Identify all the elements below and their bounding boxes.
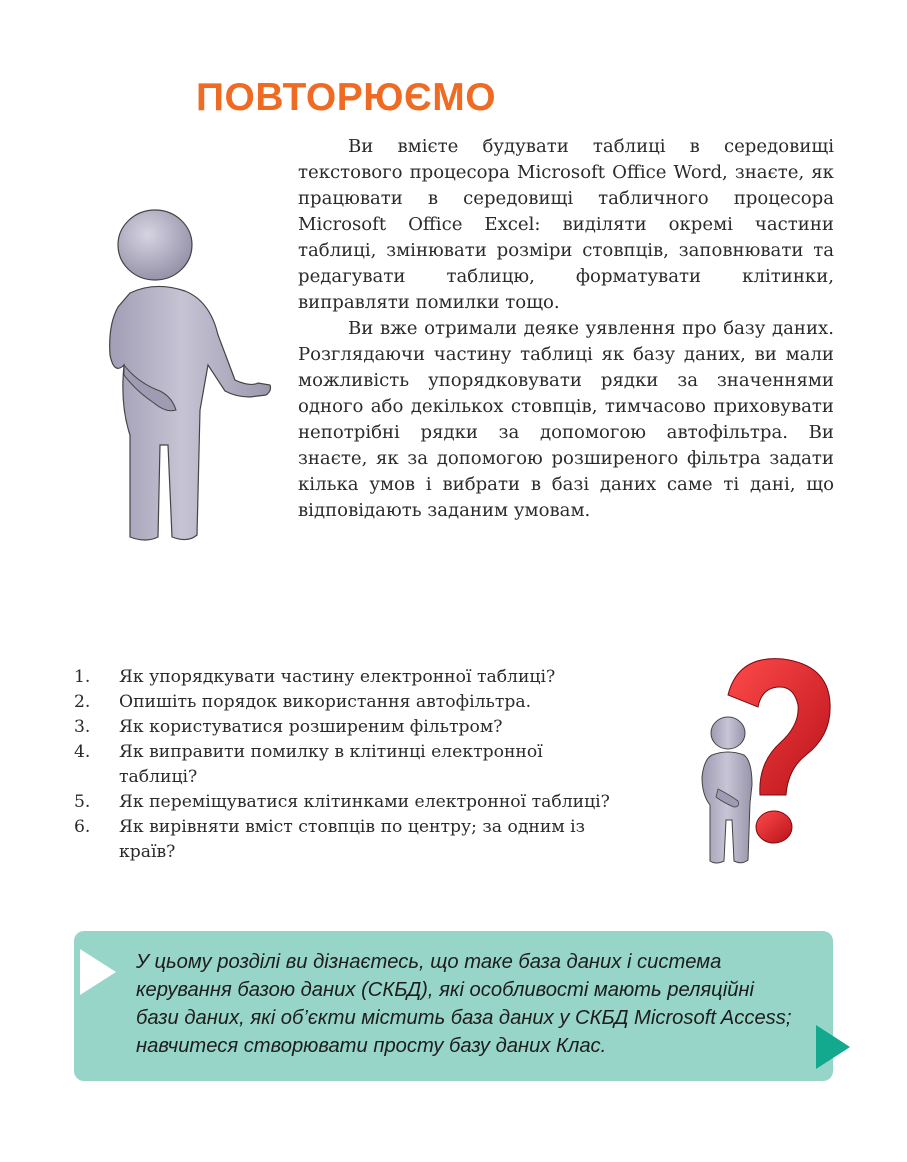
person-figure-illustration xyxy=(100,205,275,545)
question-mark-icon xyxy=(688,655,838,870)
list-item xyxy=(74,690,684,715)
question-number: 2. xyxy=(74,692,91,712)
questions-list xyxy=(74,665,684,865)
list-item xyxy=(74,790,684,815)
question-number: 6. xyxy=(74,817,91,837)
question-number: 4. xyxy=(74,742,91,762)
question-text: Як переміщуватися клітинками електронної таблиці? xyxy=(119,792,610,812)
section-info-box xyxy=(74,931,833,1081)
page-heading: ПОВТОРЮЄМО xyxy=(196,76,497,119)
intro-text xyxy=(298,134,834,524)
question-number: 5. xyxy=(74,792,91,812)
list-item xyxy=(74,740,684,790)
question-text: Як користуватися розширеним фільтром? xyxy=(119,717,503,737)
list-item xyxy=(74,665,684,690)
section-info-text: У цьому розділі ви дізнаєтесь, що таке база даних і система керування базою даних (СКБД), які особливості мають реляційні бази даних, які об’єкти містить база даних у СКБД Microsoft Access; навчитеся створювати просту базу даних Клас. xyxy=(136,951,792,1057)
question-text: Як упорядкувати частину електронної таблиці? xyxy=(119,667,556,687)
question-number: 1. xyxy=(74,667,91,687)
triangle-arrow-icon xyxy=(80,949,116,995)
question-text: Як виправити помилку в клітинці електронної таблиці? xyxy=(119,742,543,787)
intro-paragraph-1: Ви вмієте будувати таблиці в середовищі текстового процесора Microsoft Office Word, знаєте, як працювати в середовищі табличного процесора Microsoft Office Excel: виділяти окремі частини таблиці, змінювати розміри стовпців, заповнювати та редагувати таблицю, форматувати клітинки, виправляти помилки тощо. xyxy=(298,136,834,313)
question-text: Як вирівняти вміст стовпців по центру; за одним із країв? xyxy=(119,817,586,862)
next-arrow-icon xyxy=(816,1025,850,1069)
list-item xyxy=(74,715,684,740)
question-text: Опишіть порядок використання автофільтра. xyxy=(119,692,532,712)
intro-paragraph-2: Ви вже отримали деяке уявлення про базу даних. Розглядаючи частину таблиці як базу даних, ви мали можливість упорядковувати рядки за значеннями одного або декількох стовпців, тимчасово приховувати непотрібні рядки за допомогою автофільтра. Ви знаєте, як за допомогою розширеного фільтра задати кілька умов і вибрати в базі даних саме ті дані, що відповідають заданим умовам. xyxy=(298,318,834,521)
list-item xyxy=(74,815,684,865)
question-number: 3. xyxy=(74,717,91,737)
